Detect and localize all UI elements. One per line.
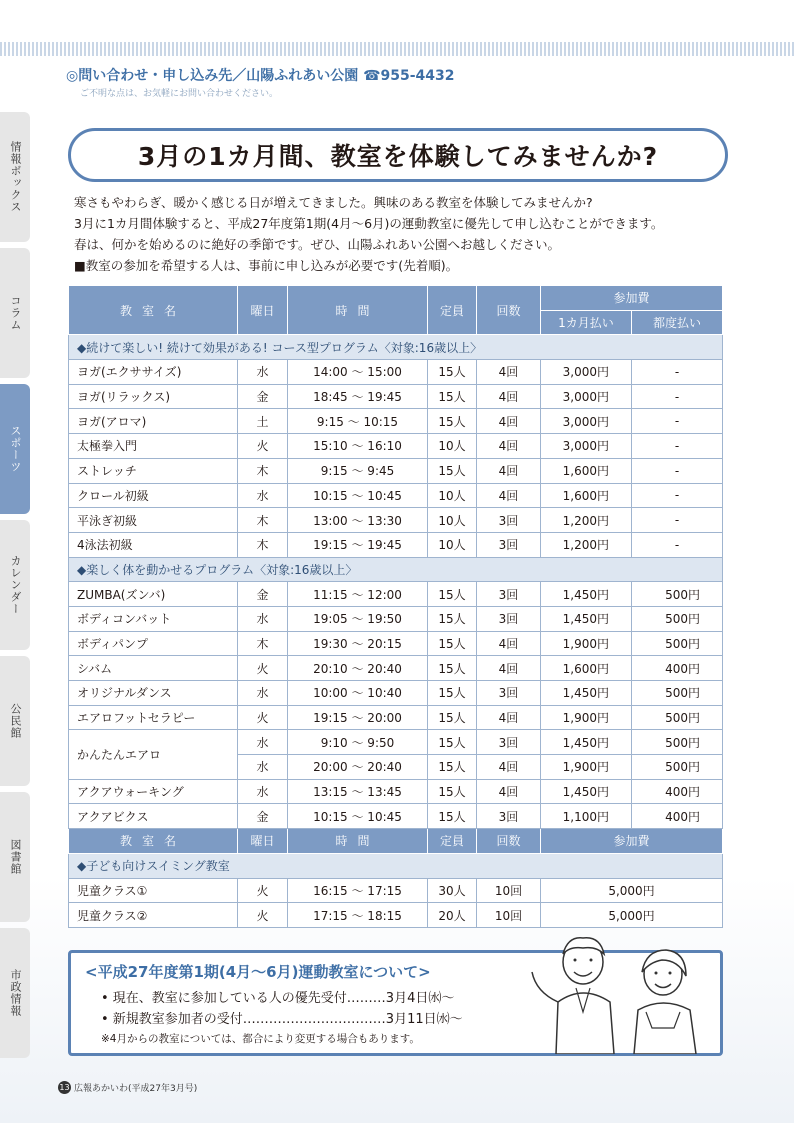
headline-banner bbox=[68, 128, 728, 182]
day-cell: 水 bbox=[238, 681, 288, 706]
page-number: 13 bbox=[59, 1083, 70, 1092]
day-cell: 火 bbox=[238, 705, 288, 730]
table-row bbox=[69, 705, 723, 730]
fee-month-cell: 1,900円 bbox=[541, 631, 632, 656]
capacity-cell: 15人 bbox=[428, 779, 477, 804]
capacity-cell: 10人 bbox=[428, 434, 477, 459]
time-cell: 9:15 ～ 9:45 bbox=[288, 458, 428, 483]
fee-each-cell: - bbox=[632, 434, 723, 459]
fee-month-cell: 1,450円 bbox=[541, 681, 632, 706]
day-cell: 土 bbox=[238, 409, 288, 434]
day-cell: 金 bbox=[238, 804, 288, 829]
table-row bbox=[69, 656, 723, 681]
fee-month-cell: 1,600円 bbox=[541, 458, 632, 483]
contact-subtext: ご不明な点は、お気軽にお問い合わせください。 bbox=[80, 89, 279, 99]
day-cell: 木 bbox=[238, 458, 288, 483]
table-row bbox=[69, 384, 723, 409]
count-cell: 3回 bbox=[477, 508, 541, 533]
class-name-cell: ストレッチ bbox=[69, 458, 238, 483]
capacity-cell: 15人 bbox=[428, 656, 477, 681]
publication-name: 広報あかいわ(平成27年3月号) bbox=[74, 1084, 198, 1094]
table-row bbox=[69, 804, 723, 829]
time-cell: 19:05 ～ 19:50 bbox=[288, 606, 428, 631]
table-row bbox=[69, 631, 723, 656]
time-cell: 19:15 ～ 20:00 bbox=[288, 705, 428, 730]
time-cell: 9:10 ～ 9:50 bbox=[288, 730, 428, 755]
day-cell: 火 bbox=[238, 434, 288, 459]
capacity-cell: 15人 bbox=[428, 631, 477, 656]
time-cell: 17:15 ～ 18:15 bbox=[288, 903, 428, 928]
side-tab-info-box[interactable]: 情報ボックス bbox=[0, 112, 30, 242]
class-name-cell: ZUMBA(ズンバ) bbox=[69, 582, 238, 607]
instructors-illustration bbox=[528, 932, 718, 1054]
count-cell: 4回 bbox=[477, 360, 541, 385]
count-cell: 3回 bbox=[477, 804, 541, 829]
table-row bbox=[69, 532, 723, 557]
fee-month-cell: 1,600円 bbox=[541, 483, 632, 508]
class-name-cell: ヨガ(アロマ) bbox=[69, 409, 238, 434]
capacity-cell: 10人 bbox=[428, 508, 477, 533]
header-fee-month: 1カ月払い bbox=[541, 310, 632, 335]
time-cell: 11:15 ～ 12:00 bbox=[288, 582, 428, 607]
time-cell: 20:10 ～ 20:40 bbox=[288, 656, 428, 681]
header-capacity: 定員 bbox=[428, 286, 477, 335]
time-cell: 18:45 ～ 19:45 bbox=[288, 384, 428, 409]
repeat-header-row bbox=[69, 829, 723, 854]
header-time: 時間 bbox=[288, 829, 428, 854]
intro-text bbox=[74, 192, 724, 255]
fee-each-cell: 500円 bbox=[632, 681, 723, 706]
table-row bbox=[69, 606, 723, 631]
class-name-cell: アクアウォーキング bbox=[69, 779, 238, 804]
fee-month-cell: 3,000円 bbox=[541, 434, 632, 459]
class-name-cell: クロール初級 bbox=[69, 483, 238, 508]
capacity-cell: 10人 bbox=[428, 483, 477, 508]
section-row bbox=[69, 557, 723, 582]
intro-line: 春は、何かを始めるのに絶好の季節です。ぜひ、山陽ふれあい公園へお越しください。 bbox=[74, 237, 561, 252]
count-cell: 3回 bbox=[477, 606, 541, 631]
time-cell: 13:15 ～ 13:45 bbox=[288, 779, 428, 804]
capacity-cell: 15人 bbox=[428, 681, 477, 706]
capacity-cell: 15人 bbox=[428, 384, 477, 409]
fee-cell: 5,000円 bbox=[541, 878, 723, 903]
header-time: 時間 bbox=[288, 286, 428, 335]
count-cell: 3回 bbox=[477, 582, 541, 607]
fee-month-cell: 1,200円 bbox=[541, 508, 632, 533]
time-cell: 10:15 ～ 10:45 bbox=[288, 483, 428, 508]
fee-each-cell: - bbox=[632, 458, 723, 483]
class-name-cell: 4泳法初級 bbox=[69, 532, 238, 557]
capacity-cell: 15人 bbox=[428, 755, 477, 780]
count-cell: 4回 bbox=[477, 409, 541, 434]
fee-month-cell: 1,900円 bbox=[541, 755, 632, 780]
class-name-cell: シバム bbox=[69, 656, 238, 681]
day-cell: 水 bbox=[238, 606, 288, 631]
fee-month-cell: 3,000円 bbox=[541, 409, 632, 434]
fee-month-cell: 1,900円 bbox=[541, 705, 632, 730]
intro-line: 寒さもやわらぎ、暖かく感じる日が増えてきました。興味のある教室を体験してみませんか? bbox=[74, 195, 593, 210]
day-cell: 木 bbox=[238, 532, 288, 557]
fee-each-cell: 400円 bbox=[632, 656, 723, 681]
fee-month-cell: 1,200円 bbox=[541, 532, 632, 557]
side-tab-city-info[interactable]: 市政情報 bbox=[0, 928, 30, 1058]
class-name-cell: ボディパンプ bbox=[69, 631, 238, 656]
side-tab-library[interactable]: 図書館 bbox=[0, 792, 30, 922]
fee-each-cell: 400円 bbox=[632, 779, 723, 804]
table-row bbox=[69, 508, 723, 533]
new-reception-line: • 新規教室参加者の受付……………………………3月11日㈬～ bbox=[101, 1012, 463, 1027]
period-note: ※4月からの教室については、都合により変更する場合もあります。 bbox=[101, 1033, 420, 1045]
header-class-name: 教室名 bbox=[69, 829, 238, 854]
page-footer bbox=[58, 1081, 197, 1094]
capacity-cell: 15人 bbox=[428, 730, 477, 755]
fee-month-cell: 1,100円 bbox=[541, 804, 632, 829]
capacity-cell: 10人 bbox=[428, 532, 477, 557]
header-count: 回数 bbox=[477, 829, 541, 854]
count-cell: 4回 bbox=[477, 384, 541, 409]
class-name-cell: エアロフットセラピー bbox=[69, 705, 238, 730]
fee-each-cell: - bbox=[632, 483, 723, 508]
class-name-cell: ヨガ(リラックス) bbox=[69, 384, 238, 409]
day-cell: 水 bbox=[238, 483, 288, 508]
fee-month-cell: 1,450円 bbox=[541, 779, 632, 804]
fee-each-cell: 500円 bbox=[632, 705, 723, 730]
day-cell: 水 bbox=[238, 755, 288, 780]
count-cell: 4回 bbox=[477, 434, 541, 459]
count-cell: 3回 bbox=[477, 681, 541, 706]
count-cell: 10回 bbox=[477, 878, 541, 903]
class-name-cell: ボディコンバット bbox=[69, 606, 238, 631]
application-notice: ■教室の参加を希望する人は、事前に申し込みが必要です(先着順)。 bbox=[74, 258, 459, 273]
day-cell: 火 bbox=[238, 903, 288, 928]
day-cell: 金 bbox=[238, 582, 288, 607]
time-cell: 10:15 ～ 10:45 bbox=[288, 804, 428, 829]
fee-each-cell: - bbox=[632, 384, 723, 409]
table-row bbox=[69, 779, 723, 804]
capacity-cell: 15人 bbox=[428, 804, 477, 829]
class-name-cell: アクアビクス bbox=[69, 804, 238, 829]
time-cell: 14:00 ～ 15:00 bbox=[288, 360, 428, 385]
day-cell: 水 bbox=[238, 730, 288, 755]
period-title: <平成27年度第1期(4月～6月)運動教室について> bbox=[85, 963, 431, 981]
side-tab-calendar[interactable]: カレンダー bbox=[0, 520, 30, 650]
fee-each-cell: - bbox=[632, 360, 723, 385]
header-fee: 参加費 bbox=[541, 286, 723, 311]
fee-each-cell: - bbox=[632, 532, 723, 557]
capacity-cell: 15人 bbox=[428, 606, 477, 631]
table-row bbox=[69, 409, 723, 434]
day-cell: 木 bbox=[238, 631, 288, 656]
count-cell: 3回 bbox=[477, 730, 541, 755]
capacity-cell: 15人 bbox=[428, 705, 477, 730]
class-name-cell: 児童クラス② bbox=[69, 903, 238, 928]
count-cell: 4回 bbox=[477, 656, 541, 681]
time-cell: 10:00 ～ 10:40 bbox=[288, 681, 428, 706]
day-cell: 水 bbox=[238, 360, 288, 385]
fee-month-cell: 1,450円 bbox=[541, 606, 632, 631]
header-fee: 参加費 bbox=[541, 829, 723, 854]
count-cell: 4回 bbox=[477, 705, 541, 730]
header-day: 曜日 bbox=[238, 286, 288, 335]
header-stripe bbox=[0, 42, 794, 56]
header-count: 回数 bbox=[477, 286, 541, 335]
headline-title: 3月の1カ月間、教室を体験してみませんか? bbox=[137, 142, 659, 171]
fee-each-cell: - bbox=[632, 409, 723, 434]
time-cell: 13:00 ～ 13:30 bbox=[288, 508, 428, 533]
table-row bbox=[69, 483, 723, 508]
day-cell: 火 bbox=[238, 656, 288, 681]
count-cell: 4回 bbox=[477, 779, 541, 804]
fee-month-cell: 1,600円 bbox=[541, 656, 632, 681]
intro-line: 3月に1カ月間体験すると、平成27年度第1期(4月～6月)の運動教室に優先して申し込むことができます。 bbox=[74, 216, 664, 231]
capacity-cell: 20人 bbox=[428, 903, 477, 928]
section-fun-program: ◆楽しく体を動かせるプログラム〈対象:16歳以上〉 bbox=[69, 557, 723, 582]
class-name-cell: かんたんエアロ bbox=[69, 730, 238, 779]
fee-month-cell: 3,000円 bbox=[541, 360, 632, 385]
class-name-cell: 平泳ぎ初級 bbox=[69, 508, 238, 533]
time-cell: 16:15 ～ 17:15 bbox=[288, 878, 428, 903]
day-cell: 木 bbox=[238, 508, 288, 533]
fee-each-cell: - bbox=[632, 508, 723, 533]
header-class-name: 教室名 bbox=[69, 286, 238, 335]
fee-each-cell: 500円 bbox=[632, 755, 723, 780]
class-name-cell: 児童クラス① bbox=[69, 878, 238, 903]
side-tab-column[interactable]: コラム bbox=[0, 248, 30, 378]
day-cell: 金 bbox=[238, 384, 288, 409]
class-name-cell: ヨガ(エクササイズ) bbox=[69, 360, 238, 385]
capacity-cell: 30人 bbox=[428, 878, 477, 903]
table-row bbox=[69, 360, 723, 385]
count-cell: 4回 bbox=[477, 458, 541, 483]
class-name-cell: 太極拳入門 bbox=[69, 434, 238, 459]
header-day: 曜日 bbox=[238, 829, 288, 854]
header-fee-each: 都度払い bbox=[632, 310, 723, 335]
section-kids-swimming: ◆子ども向けスイミング教室 bbox=[69, 853, 723, 878]
day-cell: 水 bbox=[238, 779, 288, 804]
fee-each-cell: 500円 bbox=[632, 730, 723, 755]
side-tab-sports[interactable]: スポーツ bbox=[0, 384, 30, 514]
day-cell: 火 bbox=[238, 878, 288, 903]
capacity-cell: 15人 bbox=[428, 582, 477, 607]
table-row bbox=[69, 878, 723, 903]
fee-each-cell: 500円 bbox=[632, 631, 723, 656]
table-row bbox=[69, 903, 723, 928]
count-cell: 4回 bbox=[477, 483, 541, 508]
contact-line: ◎問い合わせ・申し込み先／山陽ふれあい公園 ☎955-4432 bbox=[66, 68, 455, 84]
time-cell: 9:15 ～ 10:15 bbox=[288, 409, 428, 434]
capacity-cell: 15人 bbox=[428, 409, 477, 434]
priority-reception-line: • 現在、教室に参加している人の優先受付………3月4日㈬～ bbox=[101, 991, 455, 1006]
side-tab-community-center[interactable]: 公民館 bbox=[0, 656, 30, 786]
header-capacity: 定員 bbox=[428, 829, 477, 854]
fee-month-cell: 1,450円 bbox=[541, 582, 632, 607]
count-cell: 3回 bbox=[477, 532, 541, 557]
capacity-cell: 15人 bbox=[428, 360, 477, 385]
count-cell: 4回 bbox=[477, 631, 541, 656]
time-cell: 19:15 ～ 19:45 bbox=[288, 532, 428, 557]
count-cell: 10回 bbox=[477, 903, 541, 928]
table-row bbox=[69, 681, 723, 706]
fee-each-cell: 500円 bbox=[632, 606, 723, 631]
table-row bbox=[69, 582, 723, 607]
fee-each-cell: 500円 bbox=[632, 582, 723, 607]
time-cell: 20:00 ～ 20:40 bbox=[288, 755, 428, 780]
table-row bbox=[69, 730, 723, 755]
class-name-cell: オリジナルダンス bbox=[69, 681, 238, 706]
time-cell: 19:30 ～ 20:15 bbox=[288, 631, 428, 656]
table-row bbox=[69, 458, 723, 483]
fee-month-cell: 3,000円 bbox=[541, 384, 632, 409]
fee-month-cell: 1,450円 bbox=[541, 730, 632, 755]
fee-each-cell: 400円 bbox=[632, 804, 723, 829]
class-schedule-table bbox=[68, 285, 723, 928]
capacity-cell: 15人 bbox=[428, 458, 477, 483]
count-cell: 4回 bbox=[477, 755, 541, 780]
fee-cell: 5,000円 bbox=[541, 903, 723, 928]
section-row bbox=[69, 853, 723, 878]
table-row bbox=[69, 434, 723, 459]
time-cell: 15:10 ～ 16:10 bbox=[288, 434, 428, 459]
section-course-program: ◆続けて楽しい! 続けて効果がある! コース型プログラム〈対象:16歳以上〉 bbox=[69, 335, 723, 360]
